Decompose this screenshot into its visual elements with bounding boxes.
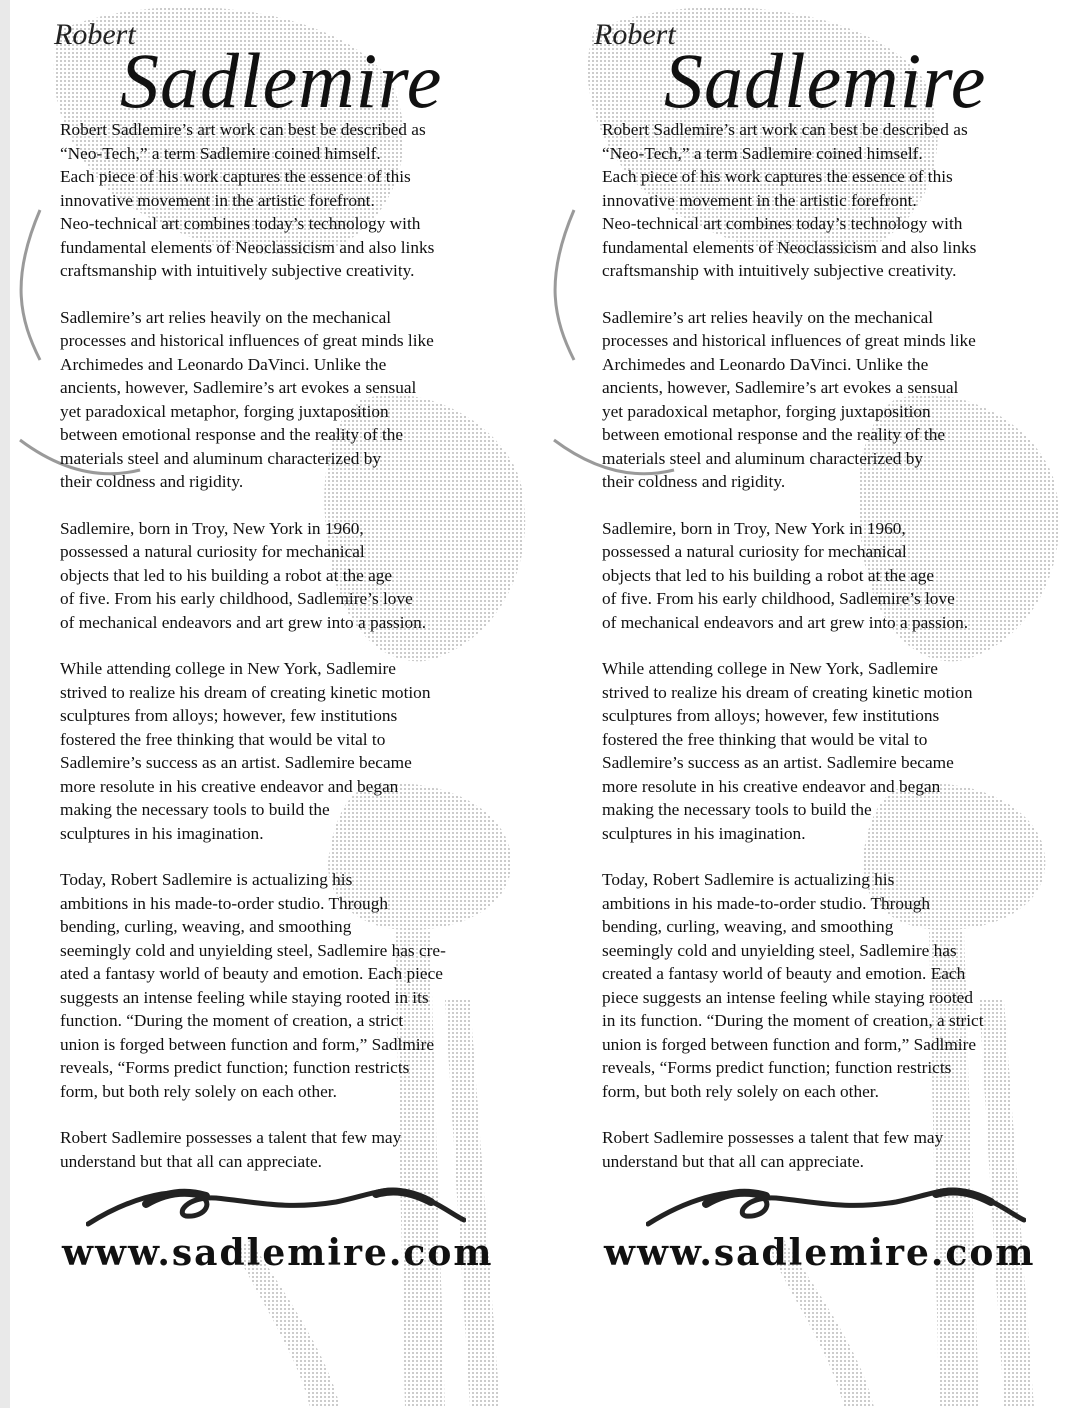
bio-line: reveals, “Forms predict function; function restricts (602, 1058, 952, 1077)
bio-line: craftsmanship with intuitively subjective creativity. (60, 261, 415, 280)
artist-first-name: Robert (54, 18, 136, 51)
bio-paragraph (602, 517, 1082, 635)
signature-flourish-icon (646, 1180, 1026, 1230)
bio-line: materials steel and aluminum characterized by (602, 448, 924, 468)
artist-first-name: Robert (594, 18, 676, 51)
bio-paragraph (60, 306, 540, 494)
bio-line: created a fantasy world of beauty and emotion. Each (602, 964, 966, 983)
bio-paragraph (602, 1126, 1082, 1173)
bio-line: “Neo-Tech,” a term Sadlemire coined himself. (602, 143, 923, 163)
bio-line: their coldness and rigidity. (60, 472, 244, 491)
bio-line: Each piece of his work captures the essence of this (60, 167, 411, 186)
signature-flourish-icon (86, 1180, 466, 1230)
bio-line: materials steel and aluminum characterized by (60, 448, 382, 468)
bio-line: fostered the free thinking that would be vital to (602, 729, 928, 749)
bio-line: Archimedes and Leonardo DaVinci. Unlike the (60, 354, 387, 374)
bio-line: Today, Robert Sadlemire is actualizing his (60, 870, 353, 889)
bio-line: more resolute in his creative endeavor and began (602, 776, 941, 796)
bio-paragraph (602, 868, 1082, 1103)
bio-line: Today, Robert Sadlemire is actualizing his (602, 870, 895, 889)
bio-line: between emotional response and the reality of the (60, 425, 404, 444)
bio-line: form, but both rely solely on each other. (602, 1081, 879, 1101)
website-url: www.sadlemire.com (62, 1232, 494, 1274)
bio-line: suggests an intense feeling while staying rooted in its (60, 987, 429, 1007)
bio-paragraph (60, 1126, 540, 1173)
bio-line: bending, curling, weaving, and smoothing (60, 917, 352, 936)
bio-line: ambitions in his made-to-order studio. Through (60, 893, 388, 913)
bio-line: fundamental elements of Neoclassicism and also links (60, 237, 435, 257)
bio-line: processes and historical influences of great minds like (602, 331, 976, 350)
bio-line: Sadlemire’s success as an artist. Sadlemire became (60, 753, 412, 772)
bio-line: of mechanical endeavors and art grew into a passion. (602, 612, 969, 632)
bio-line: Neo-technical art combines today’s technology with (602, 214, 963, 233)
bio-line: Sadlemire’s art relies heavily on the mechanical (602, 307, 934, 327)
bio-paragraph (60, 517, 540, 635)
bio-line: ated a fantasy world of beauty and emotion. Each piece (60, 964, 443, 983)
bio-line: seemingly cold and unyielding steel, Sadlemire has cre- (60, 940, 446, 960)
bio-line: form, but both rely solely on each other. (60, 1081, 337, 1101)
bio-line: sculptures in his imagination. (60, 823, 264, 843)
bio-line: innovative movement in the artistic forefront. (602, 190, 917, 210)
bio-line: craftsmanship with intuitively subjective creativity. (602, 261, 957, 280)
bio-line: strived to realize his dream of creating kinetic motion (602, 682, 973, 702)
bio-line: Sadlemire, born in Troy, New York in 1960, (602, 518, 906, 538)
bio-paragraph (602, 657, 1082, 845)
bio-paragraph (60, 868, 540, 1103)
bio-line: fostered the free thinking that would be vital to (60, 729, 386, 749)
bio-line: Archimedes and Leonardo DaVinci. Unlike the (602, 354, 929, 374)
bio-line: Sadlemire, born in Troy, New York in 1960, (60, 518, 364, 538)
bio-line: Sadlemire’s success as an artist. Sadlemire became (602, 753, 954, 772)
bio-line: understand but that all can appreciate. (60, 1151, 322, 1171)
bio-line: more resolute in his creative endeavor and began (60, 776, 399, 796)
bio-line: ambitions in his made-to-order studio. Through (602, 893, 930, 913)
bio-line: reveals, “Forms predict function; function restricts (60, 1058, 410, 1077)
bio-line: objects that led to his building a robot at the age (602, 565, 935, 585)
bio-line: Sadlemire’s art relies heavily on the mechanical (60, 307, 392, 327)
bio-line: ancients, however, Sadlemire’s art evokes a sensual (602, 378, 959, 397)
biography-text (60, 118, 540, 1196)
bio-line: strived to realize his dream of creating kinetic motion (60, 682, 431, 702)
artist-last-name: Sadlemire (664, 37, 987, 124)
bio-line: making the necessary tools to build the (602, 800, 872, 819)
bio-line: yet paradoxical metaphor, forging juxtaposition (602, 401, 931, 421)
bio-line: yet paradoxical metaphor, forging juxtaposition (60, 401, 389, 421)
artist-last-name: Sadlemire (120, 37, 443, 124)
bio-line: of five. From his early childhood, Sadlemire’s love (60, 589, 413, 608)
bio-line: piece suggests an intense feeling while staying rooted (602, 987, 973, 1007)
brochure-panel-right (544, 0, 1088, 1408)
bio-line: Robert Sadlemire possesses a talent that few may (60, 1128, 402, 1147)
bio-line: objects that led to his building a robot at the age (60, 565, 393, 585)
bio-line: function. “During the moment of creation, a strict (60, 1011, 404, 1030)
bio-line: Robert Sadlemire possesses a talent that few may (602, 1128, 944, 1147)
bio-line: sculptures in his imagination. (602, 823, 806, 843)
bio-line: Robert Sadlemire’s art work can best be described as (60, 120, 426, 139)
bio-paragraph (602, 118, 1082, 283)
bio-line: understand but that all can appreciate. (602, 1151, 864, 1171)
bio-line: bending, curling, weaving, and smoothing (602, 917, 894, 936)
bio-line: union is forged between function and form,” Sadlmire (602, 1034, 977, 1054)
bio-line: their coldness and rigidity. (602, 472, 786, 491)
bio-line: fundamental elements of Neoclassicism and also links (602, 237, 977, 257)
bio-line: ancients, however, Sadlemire’s art evokes a sensual (60, 378, 417, 397)
bio-line: seemingly cold and unyielding steel, Sadlemire has (602, 940, 957, 960)
bio-line: union is forged between function and form,” Sadlmire (60, 1034, 435, 1054)
bio-line: of five. From his early childhood, Sadlemire’s love (602, 589, 955, 608)
bio-line: While attending college in New York, Sadlemire (60, 659, 396, 678)
bio-line: possessed a natural curiosity for mechanical (602, 542, 907, 561)
bio-paragraph (60, 657, 540, 845)
bio-line: innovative movement in the artistic forefront. (60, 190, 375, 210)
website-url: www.sadlemire.com (604, 1232, 1036, 1274)
bio-line: in its function. “During the moment of creation, a strict (602, 1011, 984, 1030)
bio-line: of mechanical endeavors and art grew into a passion. (60, 612, 427, 632)
bio-line: between emotional response and the reality of the (602, 425, 946, 444)
biography-text (602, 118, 1082, 1196)
bio-paragraph (60, 118, 540, 283)
bio-paragraph (602, 306, 1082, 494)
bio-line: making the necessary tools to build the (60, 800, 330, 819)
bio-line: Each piece of his work captures the essence of this (602, 167, 953, 186)
bio-line: possessed a natural curiosity for mechanical (60, 542, 365, 561)
bio-line: sculptures from alloys; however, few institutions (60, 706, 398, 725)
bio-line: While attending college in New York, Sadlemire (602, 659, 938, 678)
bio-line: sculptures from alloys; however, few institutions (602, 706, 940, 725)
bio-line: “Neo-Tech,” a term Sadlemire coined himself. (60, 143, 381, 163)
bio-line: Neo-technical art combines today’s technology with (60, 214, 421, 233)
bio-line: processes and historical influences of great minds like (60, 331, 434, 350)
bio-line: Robert Sadlemire’s art work can best be described as (602, 120, 968, 139)
